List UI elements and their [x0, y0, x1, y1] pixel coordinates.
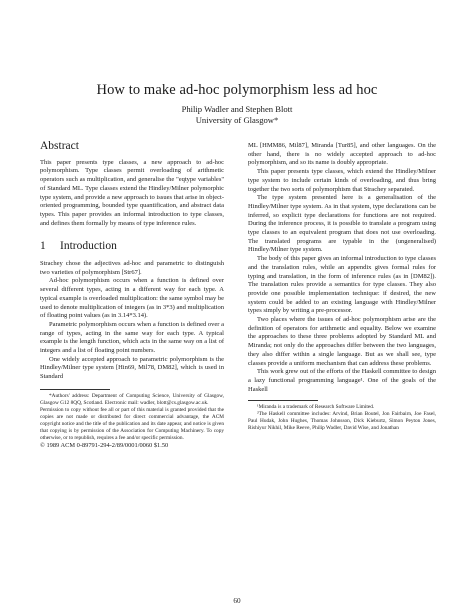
section-number: 1	[40, 240, 46, 253]
right-paragraph: This paper presents type classes, which extend the Hindley/Milner type system to include certain kinds of overloading, and thus bring together the two sorts of polymorphism that Strachey separated.	[248, 168, 436, 193]
left-paragraph: Parametric polymorphism occurs when a function is defined over a range of types, acting in the same way for each type. A typical example is the length function, which acts in the same way on a list of integers and a list of floating point numbers.	[40, 320, 224, 355]
left-paragraph: Ad-hoc polymorphism occurs when a function is defined over several different types, acting in a different way for each type. A typical example is overloaded multiplication: the same symbol may be used to denote multiplication of integers (as in 3*3) and multiplication of floating point values (as in 3.14*3.14).	[40, 277, 224, 320]
author-block	[0, 104, 474, 126]
right-paragraph: The type system presented here is a generalisation of the Hindley/Milner type system. As in that system, type declarations can be inferred, so explicit type declarations for functions are not required. During the inference process, it is possible to translate a program using type classes to an equivalent program that does not use overloading. The translated programs are typable in the (ungeneralised) Hindley/Milner type system.	[248, 194, 436, 254]
copyright-notice: Permission to copy without fee all or part of this material is granted provided that the copies are not made or distributed for direct commercial advantage, the ACM copyright notice and the title of the publication and its date appear, and notice is given that copying is by permission of the Association for Computing Machinery. To copy otherwise, or to republish, requires a fee and/or specific permission.	[40, 406, 224, 441]
right-paragraph: ML [HMM86, Mil87], Miranda [Tur85], and other languages. On the other hand, there is no widely accepted approach to ad-hoc polymorphism, and so its name is doubly appropriate.	[248, 142, 436, 167]
page-number: 60	[233, 597, 241, 605]
author-names: Philip Wadler and Stephen Blott	[181, 104, 293, 114]
section-heading	[40, 242, 224, 251]
right-paragraph: Two places where the issues of ad-hoc polymorphism arise are the definition of operators for arithmetic and equality. Below we examine the approaches to these three problems adopted by Standard ML and Miranda; not only do the approaches differ between the two languages, they also differ within a single language. But as we shall see, type classes provide a uniform mechanism that can address these problems.	[248, 316, 436, 367]
abstract-heading: Abstract	[40, 140, 79, 152]
right-paragraph: This work grew out of the efforts of the Haskell committee to design a lazy functional programming language¹. One of the goals of the Haskell	[248, 368, 436, 393]
right-footnote: ²The Haskell committee includes: Arvind, Brian Boutel, Jon Fairbairn, Joe Fasel, Paul Hudak, John Hughes, Thomas Johnsson, Dick Kieburtz, Simon Peyton Jones, Rishiyur Nikhil, Mike Reeve, Philip Wadler, David Wise, and Jonathan	[248, 411, 436, 432]
footnote-rule	[248, 400, 318, 401]
left-paragraph: One widely accepted approach to parametric polymorphism is the Hindley/Milner type system [Hin69, Mil78, DM82], which is used in Standard	[40, 355, 224, 381]
copyright-line: © 1989 ACM 0-89791-294-2/89/0001/0060 $1.50	[40, 441, 169, 449]
right-column	[248, 142, 436, 432]
section-title: Introduction	[60, 240, 117, 253]
footnote-rule	[40, 389, 110, 390]
paper-title: How to make ad-hoc polymorphism less ad hoc	[96, 82, 378, 98]
abstract-text: This paper presents type classes, a new approach to ad-hoc polymorphism. Type classes permit overloading of arithmetic operators such as multiplication, and generalise the "eqtype variables" of Standard ML. Type classes extend the Hindley/Milner polymorphic type system, and provide a new approach to issues that arise in object-oriented programming, bounded type quantification, and abstract data types. This paper provides an informal introduction to type classes, and defines them formally by means of type inference rules.	[40, 158, 224, 227]
left-column	[40, 142, 224, 451]
right-footnote: ¹Miranda is a trademark of Research Software Limited.	[257, 404, 375, 411]
author-affiliation: University of Glasgow*	[195, 115, 279, 125]
right-paragraph: The body of this paper gives an informal introduction to type classes and the translation rules, while an appendix gives formal rules for typing and translation, in the form of inference rules (as in [DM82]). The translation rules provide a semantics for type classes. They also provide one possible implementation technique: if desired, the new system could be added to an existing language with Hindley/Milner types simply by writing a pre-processor.	[248, 255, 436, 315]
left-paragraph: Strachey chose the adjectives ad-hoc and parametric to distinguish two varieties of polymorphism [Str67].	[40, 260, 224, 276]
author-footnote: *Authors' address: Department of Computing Science, University of Glasgow, Glasgow G12 8QQ, Scotland. Electronic mail: wadler, blott@cs.glasgow.ac.uk.	[40, 392, 224, 406]
